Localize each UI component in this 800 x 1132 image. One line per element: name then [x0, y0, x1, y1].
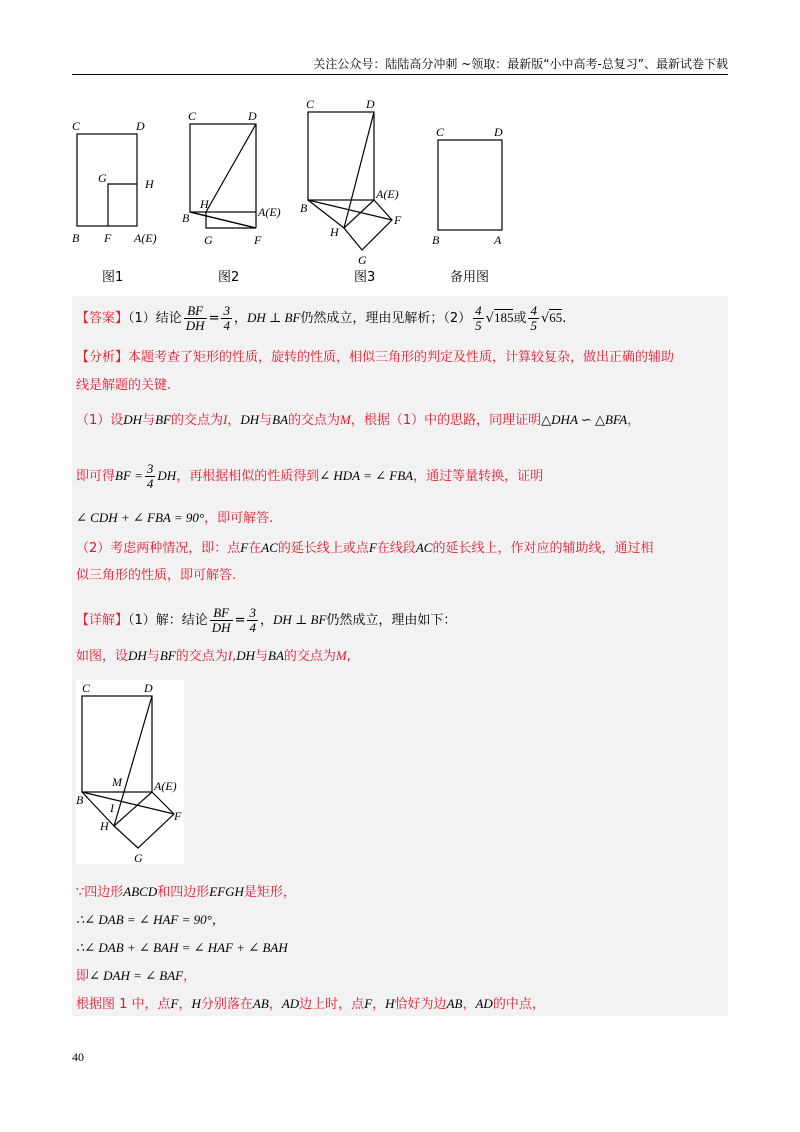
- label-h: H: [145, 177, 154, 191]
- label-b: B: [76, 793, 84, 807]
- radicand-a: 185: [493, 310, 514, 325]
- figure-1: [72, 119, 157, 246]
- segment-bf: [190, 212, 256, 228]
- m: AB: [446, 996, 463, 1011]
- figure-2-caption: 图2: [218, 270, 240, 285]
- m: ∠ HDA = ∠ FBA: [319, 468, 414, 483]
- label-c: C: [72, 119, 81, 133]
- t: 的交点为: [175, 649, 228, 664]
- t: 的延长线上或点: [277, 541, 369, 556]
- detail-figure-diagram: [76, 680, 184, 864]
- label-a: A: [494, 233, 502, 247]
- frac-den: DH: [185, 318, 205, 333]
- frac-num: 4: [475, 303, 482, 318]
- label-f: F: [254, 233, 262, 247]
- m: ∴∠ DAB + ∠ BAH = ∠ HAF + ∠ BAH: [76, 940, 288, 955]
- t: 的交点为: [288, 413, 341, 428]
- t: 即可得: [76, 469, 116, 484]
- t: =: [234, 613, 246, 628]
- t: 和四边形: [157, 885, 210, 900]
- m: ∠ DAH = ∠ BAF: [89, 968, 184, 983]
- m: H: [385, 996, 395, 1011]
- fraction: [247, 606, 258, 635]
- t: 边上时，点: [299, 997, 365, 1012]
- m: DH ⊥ BF: [273, 612, 327, 627]
- m: I: [222, 412, 228, 427]
- m: DH: [240, 412, 260, 427]
- t: 与: [254, 649, 268, 664]
- m: AC: [415, 540, 433, 555]
- answer-fraction-2: [221, 304, 232, 333]
- header-text: 关注公众号：陆陆高分冲刺 ~领取：最新版“小中高考-总复习”、最新试卷下载: [313, 57, 728, 71]
- t: ，: [178, 997, 192, 1012]
- detail-line-1: [76, 606, 456, 635]
- figure-3: [298, 96, 418, 270]
- figure-spare-caption: 备用图: [450, 270, 490, 285]
- segment-dh: [344, 112, 374, 228]
- figure-spare-diagram: [430, 124, 520, 247]
- t: 仍然成立，理由如下：: [326, 613, 457, 628]
- analysis-line-1: [76, 348, 674, 368]
- rect-efgh: [108, 184, 137, 226]
- label-f: F: [394, 213, 402, 227]
- t: 是矩形，: [243, 885, 296, 900]
- t: ，根据（1）中的思路，同理证明: [350, 413, 542, 428]
- detail-step-4: [76, 966, 196, 987]
- answer-coeff-b: [528, 304, 539, 333]
- label-h: H: [330, 225, 339, 239]
- fraction: [145, 462, 156, 491]
- t: 在: [248, 541, 262, 556]
- m: BA: [268, 648, 284, 663]
- answer-tag: 【答案】: [76, 311, 129, 326]
- t: （2）考虑两种情况，即：点: [76, 541, 241, 556]
- figure-2-diagram: [182, 110, 292, 260]
- label-a: A(E): [154, 779, 177, 793]
- figure-row: [72, 94, 728, 294]
- label-c: C: [306, 97, 315, 111]
- m: DH: [123, 412, 143, 427]
- frac-num: BF: [184, 304, 207, 319]
- m: F: [170, 996, 179, 1011]
- analysis-tag: 【分析】: [76, 350, 129, 365]
- label-c: C: [82, 681, 91, 695]
- label-h: H: [100, 819, 109, 833]
- figure-1-diagram: [72, 119, 157, 245]
- t: ，: [627, 413, 641, 428]
- label-f: F: [174, 809, 182, 823]
- t: 的延长线上，作对应的辅助线，通过相: [432, 541, 654, 556]
- t: 分别落在: [200, 997, 253, 1012]
- rect-abcd: [438, 140, 502, 230]
- m: AD: [475, 996, 493, 1011]
- t: 的交点为: [283, 649, 336, 664]
- m: ∠ CDH + ∠ FBA = 90°: [76, 510, 205, 525]
- label-b: B: [300, 201, 308, 215]
- rect-abcd: [77, 134, 137, 226]
- label-f: F: [104, 231, 112, 245]
- detail-line-2: [76, 646, 351, 667]
- detail-figure: [76, 680, 184, 864]
- t: ,: [346, 649, 351, 664]
- analysis-line-2: 线是解题的关键.: [76, 378, 172, 393]
- m: F: [364, 996, 373, 1011]
- m: ABCD: [123, 884, 158, 899]
- label-m: M: [112, 775, 122, 789]
- rect-efgh: [344, 200, 392, 250]
- t: ，通过等量转换，证明: [413, 469, 544, 484]
- rect-abcd: [308, 112, 374, 200]
- t: ，: [372, 997, 386, 1012]
- label-g: G: [134, 851, 143, 864]
- label-d: D: [248, 109, 257, 123]
- detail-step-5: [76, 994, 545, 1015]
- rect-efgh: [114, 792, 174, 848]
- m: I: [227, 648, 233, 663]
- m: M: [340, 412, 351, 427]
- frac-den: 4: [249, 620, 256, 635]
- label-a: A(E): [134, 231, 157, 245]
- segment-bf: [82, 792, 174, 814]
- m: BF =: [115, 468, 143, 483]
- t: ，: [259, 613, 273, 628]
- t: ，: [183, 969, 197, 984]
- figure-3-caption: 图3: [354, 270, 376, 285]
- answer-text-2: 仍然成立，理由见解析；（2）: [300, 311, 472, 326]
- frac-num: 3: [223, 303, 230, 318]
- t: 的交点为: [170, 413, 223, 428]
- t: 恰好为边: [394, 997, 447, 1012]
- frac-den: 4: [223, 318, 230, 333]
- segment-dh: [206, 124, 256, 212]
- label-g: G: [358, 253, 367, 267]
- label-b: B: [72, 231, 80, 245]
- m: M: [335, 648, 347, 663]
- t: 与: [259, 413, 273, 428]
- frac-den: 5: [475, 318, 482, 333]
- frac-den: 4: [146, 476, 154, 491]
- t: 即: [76, 969, 90, 984]
- m: H: [191, 996, 201, 1011]
- t: 的中点，: [492, 997, 545, 1012]
- t: （1）设: [76, 413, 124, 428]
- figure-3-diagram: [298, 96, 418, 266]
- m: AC: [261, 540, 278, 555]
- t: 在线段: [376, 541, 416, 556]
- label-d: D: [144, 681, 153, 695]
- frac-num: 4: [530, 303, 537, 318]
- label-d: D: [136, 119, 145, 133]
- m: DH: [236, 648, 255, 663]
- answer-line: 【答案】（1）结论 $\frac{BF}{DH}$ = $\frac{3}{4}$ ，DH ⊥ BF仍然成立，理由见解析；（2） $\frac{4}{5}$ √185或 $\frac{4}{5}$ √65.: [76, 303, 567, 333]
- frac-den: DH: [211, 620, 231, 635]
- radicand-b: 65: [549, 310, 563, 325]
- t: （1）解：结论: [128, 613, 208, 628]
- analysis-text: 本题考查了矩形的性质，旋转的性质，相似三角形的判定及性质，计算较复杂，做出正确的辅助: [128, 350, 675, 365]
- detail-step-1: [76, 882, 296, 903]
- answer-expression: DH ⊥ BF: [247, 310, 301, 325]
- equals: =: [208, 311, 220, 326]
- analysis-line-6: [76, 538, 654, 559]
- m: AB: [252, 996, 269, 1011]
- page-number: 40: [72, 1050, 84, 1064]
- t: ∵四边形: [76, 885, 124, 900]
- frac-den: 5: [530, 318, 537, 333]
- page-header: [72, 56, 728, 75]
- m: DH: [128, 648, 147, 663]
- m: △DHA ∽ △BFA: [541, 412, 628, 427]
- analysis-line-5: [76, 508, 273, 529]
- answer-end: .: [562, 311, 567, 326]
- label-g: G: [204, 233, 213, 247]
- analysis-line-4: [76, 462, 543, 491]
- m: BA: [272, 412, 289, 427]
- label-b: B: [182, 211, 190, 225]
- detail-step-3: [76, 938, 288, 959]
- t: 与: [142, 413, 156, 428]
- answer-fraction: [184, 304, 207, 333]
- answer-text-1: （1）结论: [128, 311, 182, 326]
- analysis-line-7: 似三角形的性质，即可解答.: [76, 568, 237, 583]
- label-b: B: [432, 233, 440, 247]
- t: 与: [146, 649, 160, 664]
- m: BF: [155, 412, 171, 427]
- figure-2: [182, 110, 292, 264]
- answer-coeff-a: [473, 304, 484, 333]
- figure-spare: [430, 124, 520, 248]
- answer-or: 或: [513, 311, 527, 326]
- t: 根据图 1 中，点: [76, 997, 171, 1012]
- fraction: [210, 606, 233, 635]
- analysis-line-3: [76, 410, 640, 431]
- frac-num: 3: [146, 461, 154, 476]
- t: ，即可解答.: [204, 511, 274, 526]
- label-d: D: [494, 125, 503, 139]
- t: ，: [268, 997, 282, 1012]
- m: EFGH: [209, 884, 244, 899]
- label-a: A(E): [258, 205, 281, 219]
- answer-comma: ，: [233, 311, 247, 326]
- t: ,: [232, 649, 237, 664]
- label-c: C: [188, 109, 197, 123]
- m: ∴∠ DAB = ∠ HAF = 90°，: [76, 912, 225, 927]
- label-a: A(E): [376, 187, 399, 201]
- figure-1-caption: 图1: [102, 270, 124, 285]
- t: ，再根据相似的性质得到: [176, 469, 320, 484]
- frac-num: 3: [249, 605, 256, 620]
- m: BF: [159, 648, 176, 663]
- segment-dh: [114, 696, 152, 826]
- detail-step-2: [76, 910, 225, 931]
- t: 如图，设: [76, 649, 129, 664]
- label-i: I: [110, 801, 114, 815]
- m: F: [368, 540, 377, 555]
- m: DH: [157, 468, 177, 483]
- label-d: D: [366, 97, 375, 111]
- label-g: G: [98, 171, 107, 185]
- label-h: H: [200, 197, 209, 211]
- detail-tag: 【详解】: [76, 613, 129, 628]
- t: ，: [462, 997, 476, 1012]
- t: ，: [227, 413, 241, 428]
- frac-num: BF: [210, 606, 233, 621]
- solution-area: [72, 296, 728, 1016]
- m: AD: [281, 996, 300, 1011]
- m: F: [240, 540, 249, 555]
- label-c: C: [436, 125, 445, 139]
